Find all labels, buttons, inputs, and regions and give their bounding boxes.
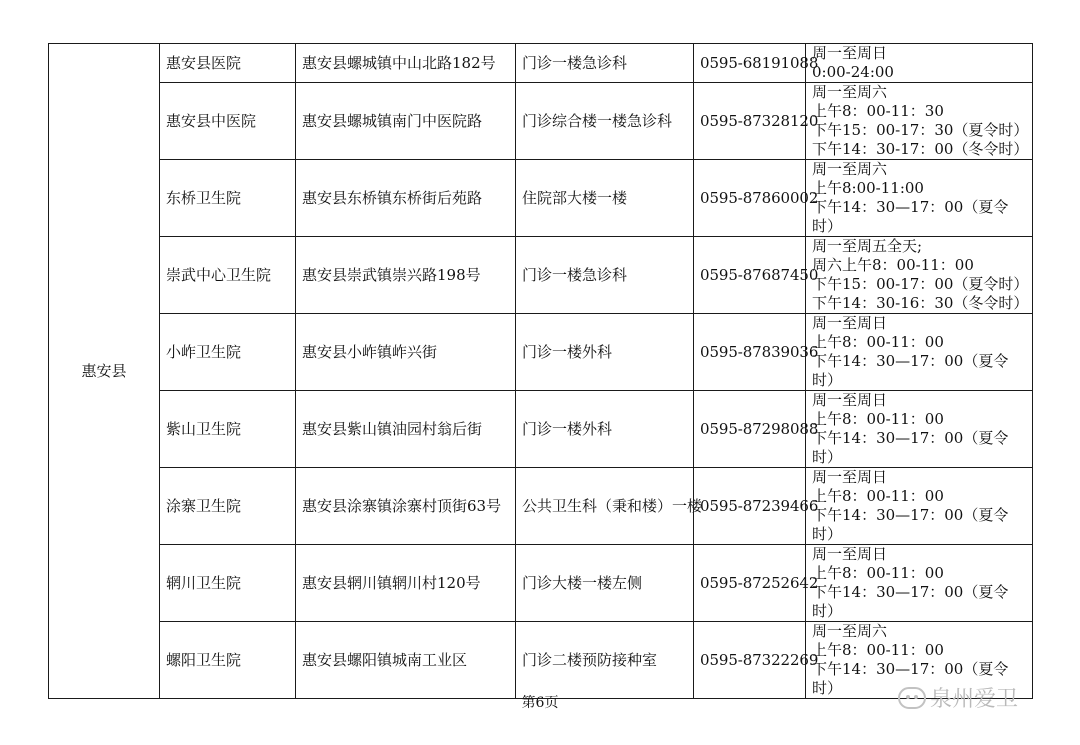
table-row bbox=[49, 83, 1033, 160]
phone-cell: 0595-87328120 bbox=[694, 83, 806, 160]
hospital-name-cell: 惠安县医院 bbox=[160, 44, 296, 83]
phone-cell: 0595-87687450 bbox=[694, 237, 806, 314]
hours-line: 周一至周日 bbox=[812, 545, 888, 563]
hours-cell bbox=[806, 391, 1033, 468]
table-row bbox=[49, 314, 1033, 391]
hours-line: 下午14：30—17：00（夏令 bbox=[812, 660, 1009, 678]
hours-line: 周一至周日 bbox=[812, 468, 888, 486]
hours-line: 周一至周六 bbox=[812, 83, 888, 101]
address-cell: 惠安县东桥镇东桥街后苑路 bbox=[296, 160, 516, 237]
hours-line: 周一至周六 bbox=[812, 622, 888, 640]
table-row bbox=[49, 622, 1033, 699]
hours-line: 上午8：00-11：00 bbox=[812, 410, 944, 428]
watermark bbox=[898, 682, 1018, 713]
phone-cell: 0595-87239466 bbox=[694, 468, 806, 545]
department-cell: 门诊综合楼一楼急诊科 bbox=[516, 83, 694, 160]
phone-cell: 0595-68191088 bbox=[694, 44, 806, 83]
hours-line: 上午8：00-11：00 bbox=[812, 641, 944, 659]
table-row bbox=[49, 468, 1033, 545]
hospital-name-cell: 涂寨卫生院 bbox=[160, 468, 296, 545]
hours-cell bbox=[806, 314, 1033, 391]
department-cell: 门诊一楼急诊科 bbox=[516, 237, 694, 314]
hours-line: 周一至周日 bbox=[812, 44, 888, 62]
department-cell: 门诊二楼预防接种室 bbox=[516, 622, 694, 699]
hours-line: 周一至周六 bbox=[812, 160, 888, 178]
hours-line: 下午14：30—17：00（夏令 bbox=[812, 506, 1009, 524]
table-row bbox=[49, 545, 1033, 622]
hours-line: 上午8：00-11：00 bbox=[812, 564, 944, 582]
hours-line: 周一至周五全天; bbox=[812, 237, 923, 255]
phone-cell: 0595-87298088 bbox=[694, 391, 806, 468]
hours-cell bbox=[806, 160, 1033, 237]
department-cell: 门诊一楼外科 bbox=[516, 314, 694, 391]
address-cell: 惠安县螺阳镇城南工业区 bbox=[296, 622, 516, 699]
hours-line: 上午8：00-11：00 bbox=[812, 333, 944, 351]
page-number: 第6页 bbox=[521, 695, 559, 711]
phone-cell: 0595-87860002 bbox=[694, 160, 806, 237]
hours-line: 下午14：30—17：00（夏令 bbox=[812, 352, 1009, 370]
hospital-name-cell: 螺阳卫生院 bbox=[160, 622, 296, 699]
hours-cell bbox=[806, 44, 1033, 83]
table-row bbox=[49, 237, 1033, 314]
hours-line: 周六上午8：00-11：00 bbox=[812, 256, 974, 274]
clinic-table bbox=[48, 43, 1033, 699]
county-cell: 惠安县 bbox=[49, 44, 160, 699]
hospital-name-cell: 东桥卫生院 bbox=[160, 160, 296, 237]
hours-line: 下午15：00-17：00（夏令时） bbox=[812, 275, 1029, 293]
hours-line: 上午8：00-11：00 bbox=[812, 487, 944, 505]
hours-cell bbox=[806, 545, 1033, 622]
hours-line: 下午14：30—17：00（夏令 bbox=[812, 198, 1009, 216]
hours-line: 时） bbox=[812, 217, 843, 235]
address-cell: 惠安县涂寨镇涂寨村顶街63号 bbox=[296, 468, 516, 545]
department-cell: 门诊一楼急诊科 bbox=[516, 44, 694, 83]
hours-line: 时） bbox=[812, 371, 843, 389]
hours-line: 时） bbox=[812, 602, 843, 620]
hours-cell bbox=[806, 468, 1033, 545]
phone-cell: 0595-87839036 bbox=[694, 314, 806, 391]
department-cell: 门诊大楼一楼左侧 bbox=[516, 545, 694, 622]
hours-line: 上午8:00-11:00 bbox=[812, 179, 924, 197]
phone-cell: 0595-87252642 bbox=[694, 545, 806, 622]
table-row bbox=[49, 160, 1033, 237]
hospital-name-cell: 紫山卫生院 bbox=[160, 391, 296, 468]
hours-line: 时） bbox=[812, 679, 843, 697]
department-cell: 公共卫生科（秉和楼）一楼 bbox=[516, 468, 694, 545]
hours-line: 下午14：30-16：30（冬令时） bbox=[812, 294, 1029, 312]
table-row bbox=[49, 391, 1033, 468]
hospital-name-cell: 崇武中心卫生院 bbox=[160, 237, 296, 314]
hours-line: 上午8：00-11：30 bbox=[812, 102, 944, 120]
hours-line: 下午14：30-17：00（冬令时） bbox=[812, 140, 1029, 158]
hours-line: 时） bbox=[812, 525, 843, 543]
hours-line: 下午14：30—17：00（夏令 bbox=[812, 583, 1009, 601]
hospital-name-cell: 小岞卫生院 bbox=[160, 314, 296, 391]
hours-line: 时） bbox=[812, 448, 843, 466]
department-cell: 住院部大楼一楼 bbox=[516, 160, 694, 237]
hours-line: 周一至周日 bbox=[812, 391, 888, 409]
address-cell: 惠安县紫山镇油园村翁后街 bbox=[296, 391, 516, 468]
hours-line: 周一至周日 bbox=[812, 314, 888, 332]
hours-cell bbox=[806, 237, 1033, 314]
hours-cell bbox=[806, 83, 1033, 160]
address-cell: 惠安县螺城镇南门中医院路 bbox=[296, 83, 516, 160]
hours-line: 下午14：30—17：00（夏令 bbox=[812, 429, 1009, 447]
wechat-icon bbox=[898, 687, 926, 709]
hospital-name-cell: 惠安县中医院 bbox=[160, 83, 296, 160]
address-cell: 惠安县辋川镇辋川村120号 bbox=[296, 545, 516, 622]
hours-line: 0:00-24:00 bbox=[812, 63, 894, 81]
address-cell: 惠安县螺城镇中山北路182号 bbox=[296, 44, 516, 83]
table-row bbox=[49, 44, 1033, 83]
address-cell: 惠安县崇武镇崇兴路198号 bbox=[296, 237, 516, 314]
hospital-name-cell: 辋川卫生院 bbox=[160, 545, 296, 622]
phone-cell: 0595-87322269 bbox=[694, 622, 806, 699]
watermark-text: 泉州爱卫 bbox=[930, 687, 1019, 712]
department-cell: 门诊一楼外科 bbox=[516, 391, 694, 468]
address-cell: 惠安县小岞镇岞兴街 bbox=[296, 314, 516, 391]
hours-line: 下午15：00-17：30（夏令时） bbox=[812, 121, 1029, 139]
